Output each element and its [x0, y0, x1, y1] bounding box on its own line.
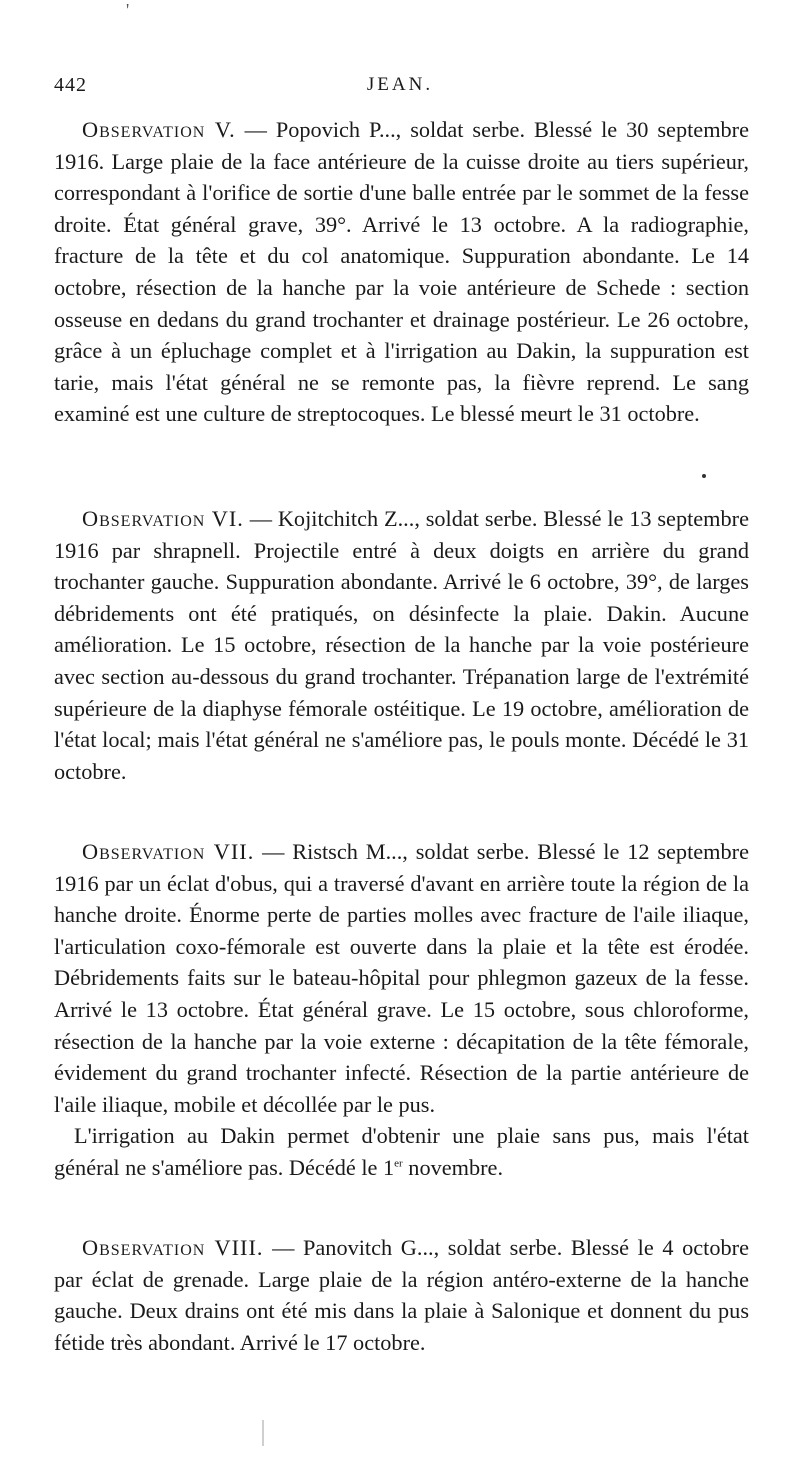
margin-tick-mark: ' — [126, 0, 130, 20]
observation-vii — [54, 836, 749, 1184]
observation-text: — Kojitchitch Z..., soldat serbe. Blessé le 13 septembre 1916 par shrapnell. Projectile entré à deux doigts en arrière du grand trochanter gauche. Suppuration abondante. Arrivé le 6 octobre, 39°, de larges débridements ont été pratiqués, on désinfecte la plaie. Dakin. Aucune amélioration. Le 15 octobre, résection de la hanche par la voie postérieure avec section au-dessous du grand trochanter. Trépanation large de l'extrémité supérieure de la diaphyse fémorale ostéitique. Le 19 octobre, amélioration de l'état local; mais l'état général ne s'améliore pas, le pouls monte. Décédé le 31 octobre. — [54, 506, 749, 784]
scan-smudge — [262, 1420, 264, 1446]
observation-v — [54, 114, 749, 430]
observation-text: — Popovich P..., soldat serbe. Blessé le 30 septembre 1916. Large plaie de la face antérieure de la cuisse droite au tiers supérieur, correspondant à l'orifice de sortie d'une balle entrée par le sommet de la fesse droite. État général grave, 39°. Arrivé le 13 octobre. A la radiographie, fracture de la tête et du col anatomique. Suppuration abondante. Le 14 octobre, résection de la hanche par la voie antérieure de Schede : section osseuse en dedans du grand trochanter et drainage postérieur. Le 26 octobre, grâce à un épluchage complet et à l'irrigation au Dakin, la suppuration est tarie, mais l'état général ne se remonte pas, la fièvre reprend. Le sang examiné est une culture de streptocoques. Le blessé meurt le 31 octobre. — [54, 117, 750, 427]
observation-heading: Observation VIII. — [82, 1235, 264, 1260]
observation-paragraph — [54, 836, 749, 1120]
ordinal-superscript: er — [394, 1157, 403, 1170]
observation-heading: Observation V. — [82, 117, 236, 142]
observation-text: — Panovitch G..., soldat serbe. Blessé le 4 octobre par éclat de grenade. Large plaie de la région antéro-externe de la hanche gauche. Deux drains ont été mis dans la plaie à Salonique et donnent du pus fétide très abondant. Arrivé le 17 octobre. — [54, 1235, 749, 1355]
observation-text-end: novembre. — [402, 1154, 504, 1180]
observation-heading: Observation VII. — [82, 839, 255, 864]
observation-paragraph — [54, 114, 749, 430]
stray-dot — [702, 474, 706, 478]
observation-heading: Observation VI. — [82, 506, 244, 531]
page-number: 442 — [54, 74, 87, 96]
observation-text: L'irrigation au Dakin permet d'obtenir une plaie sans pus, mais l'état général ne s'améliore pas. Décédé le 1 — [54, 1123, 749, 1180]
observation-paragraph-continued — [54, 1120, 749, 1183]
observation-viii — [54, 1232, 749, 1358]
observation-paragraph — [54, 503, 749, 787]
observation-paragraph — [54, 1232, 749, 1358]
running-head — [54, 74, 746, 100]
running-title: JEAN. — [366, 74, 434, 95]
observation-text: — Ristsch M..., soldat serbe. Blessé le 12 septembre 1916 par un éclat d'obus, qui a traversé d'avant en arrière toute la région de la hanche droite. Énorme perte de parties molles avec fracture de l'aile iliaque, l'articulation coxo-fémorale est ouverte dans la plaie et la tête est érodée. Débridements faits sur le bateau-hôpital pour phlegmon gazeux de la fesse. Arrivé le 13 octobre. État général grave. Le 15 octobre, sous chloroforme, résection de la hanche par la voie externe : décapitation de la tête fémorale, évidement du grand trochanter infecté. Résection de la partie antérieure de l'aile iliaque, mobile et décollée par le pus. — [54, 839, 749, 1117]
observation-vi — [54, 503, 749, 787]
